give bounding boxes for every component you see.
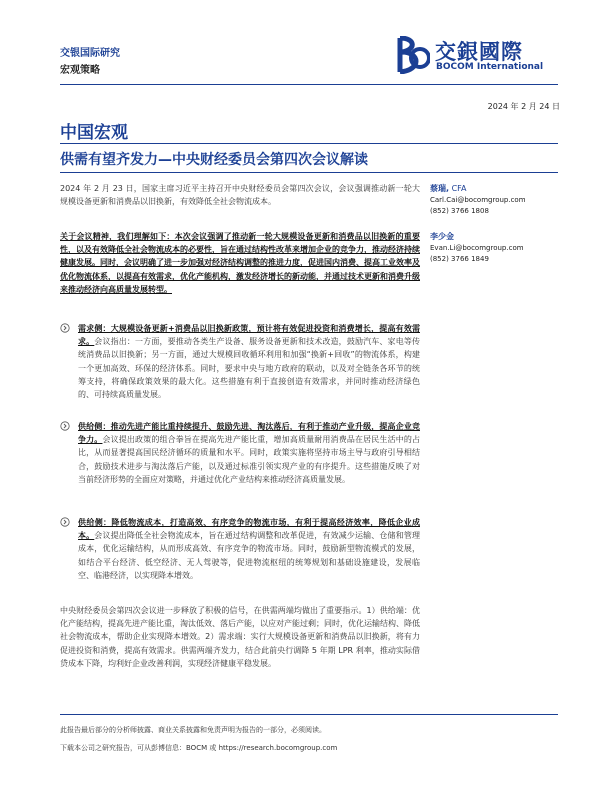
brand-name: 交银国际研究 bbox=[60, 48, 120, 59]
summary-paragraph bbox=[60, 230, 420, 296]
footer-divider bbox=[60, 714, 558, 715]
logo-text-cn: 交銀國際 bbox=[435, 40, 523, 64]
section-title: 中国宏观 bbox=[60, 123, 128, 143]
analyst-card bbox=[430, 231, 570, 265]
bullet-heading: 需求侧：大规模设备更新+消费品以旧换新政策，预计将有效促进投资和消费增长，提高有效需求。 bbox=[78, 324, 420, 347]
logo-text-en: BOCOM International bbox=[436, 62, 544, 72]
bullet-icon bbox=[60, 517, 70, 527]
analyst-email[interactable]: Evan.Li@bocomgroup.com bbox=[430, 244, 524, 252]
bullet-heading: 供给侧：降低物流成本，打造高效、有序竞争的物流市场，有利于提高经济效率，降低企业成本。 bbox=[78, 518, 420, 541]
report-title: 供需有望齐发力—中央财经委员会第四次会议解读 bbox=[60, 152, 368, 168]
section-divider bbox=[60, 143, 558, 144]
analyst-name: 李少金 bbox=[430, 232, 454, 241]
bullet-icon bbox=[60, 323, 70, 333]
footer-download[interactable]: 下载本公司之研究报告，可从彭博信息：BOCM 或 https://research.bocomgroup.com bbox=[60, 744, 338, 752]
intro-paragraph: 2024 年 2 月 23 日，国家主席习近平主持召开中央财经委员会第四次会议，会议强调推动新一轮大规模设备更新和消费品以旧换新，有效降低全社会物流成本。 bbox=[60, 184, 420, 207]
bocom-logo-icon bbox=[396, 36, 430, 74]
analyst-name: 蔡瑞, bbox=[430, 184, 450, 193]
analyst-credential: CFA bbox=[449, 184, 467, 193]
report-date: 2024 年 2 月 24 日 bbox=[487, 102, 560, 111]
analyst-phone: (852) 3766 1808 bbox=[430, 207, 489, 215]
analyst-card bbox=[430, 183, 570, 217]
conclusion-paragraph: 中央财经委员会第四次会议进一步释放了积极的信号，在供需两端均做出了重要指示。1）供给端：优化产能结构，提高先进产能比重，淘汰低效、落后产能，以应对产能过剩；同时，优化运输结构、降低社会物流成本，帮助企业实现降本增效。2）需求端：实行大规模设备更新和消费品以旧换新，将有力促进投资和消费，提高有效需求。供需两端齐发力，结合此前央行调降 5 年期 LPR 利率，推动实际借贷成本下降，均利好企业改善利润，实现经济健康平稳发展。 bbox=[60, 606, 420, 668]
bullet-body: 会议提出政策的组合拳旨在提高先进产能比重，增加高质量耐用消费品在居民生活中的占比，从而显著提高国民经济循环的质量和水平。同时，政策实施将坚持市场主导与政府引导相结合，鼓励技术进步与淘汰落后产能，以及通过标准引领实现产业的有序提升。这些措施反映了对当前经济形势的全面应对策略，并通过优化产业结构来推动经济高质量发展。 bbox=[78, 435, 421, 484]
title-divider bbox=[60, 172, 558, 173]
analyst-phone: (852) 3766 1849 bbox=[430, 255, 489, 263]
analyst-email[interactable]: Carl.Cai@bocomgroup.com bbox=[430, 196, 526, 204]
bullet-body: 会议提出降低全社会物流成本，旨在通过结构调整和改革促进，有效减少运输、仓储和管理成本，优化运输结构，从而形成高效、有序竞争的物流市场。同时，鼓励新型物流模式的发展，如结合平台经济、低空经济、无人驾驶等，促进物流枢纽的统筹规划和基础设施建设，发展临空、临港经济，以实现降本增效。 bbox=[78, 531, 420, 580]
bullet-icon bbox=[60, 421, 70, 431]
summary-text: 关于会议精神，我们理解如下：本次会议强调了推动新一轮大规模设备更新和消费品以旧换新的重要性，以及有效降低全社会物流成本的必要性，旨在通过结构性改革来增加企业的竞争力，推动经济持续健康发展。同时，会议明确了进一步加强对经济结构调整的推进力度，促进国内消费、提高工业效率及优化物流体系，以提高有效需求，优化产能机构，激发经济增长的新动能，并通过技术更新和消费升级来推动经济向高质量发展转型。 bbox=[60, 232, 420, 294]
bullet-heading: 供给侧：推动先进产能比重持续提升、鼓励先进、淘汰落后，有利于推动产业升级，提高企业竞争力。 bbox=[78, 422, 420, 445]
header-divider bbox=[60, 84, 558, 85]
bullet-body: 会议指出：一方面，要推动各类生产设备、服务设备更新和技术改造，鼓励汽车、家电等传统消费品以旧换新；另一方面，通过大规模回收循环利用和加强“换新+回收”的物流体系，构建一个更加高效、环保的经济体系。同时，要求中央与地方政府的联动，以及对全链条各环节的统筹支持，将确保政策效果的最大化。这些措施有利于直接创造有效需求，并同时推动经济绿色的、可持续高质量发展。 bbox=[78, 337, 420, 400]
report-category: 宏观策略 bbox=[60, 65, 100, 76]
footer-disclaimer: 此报告最后部分的分析师披露、商业关系披露和免责声明为报告的一部分，必须阅读。 bbox=[60, 726, 326, 734]
